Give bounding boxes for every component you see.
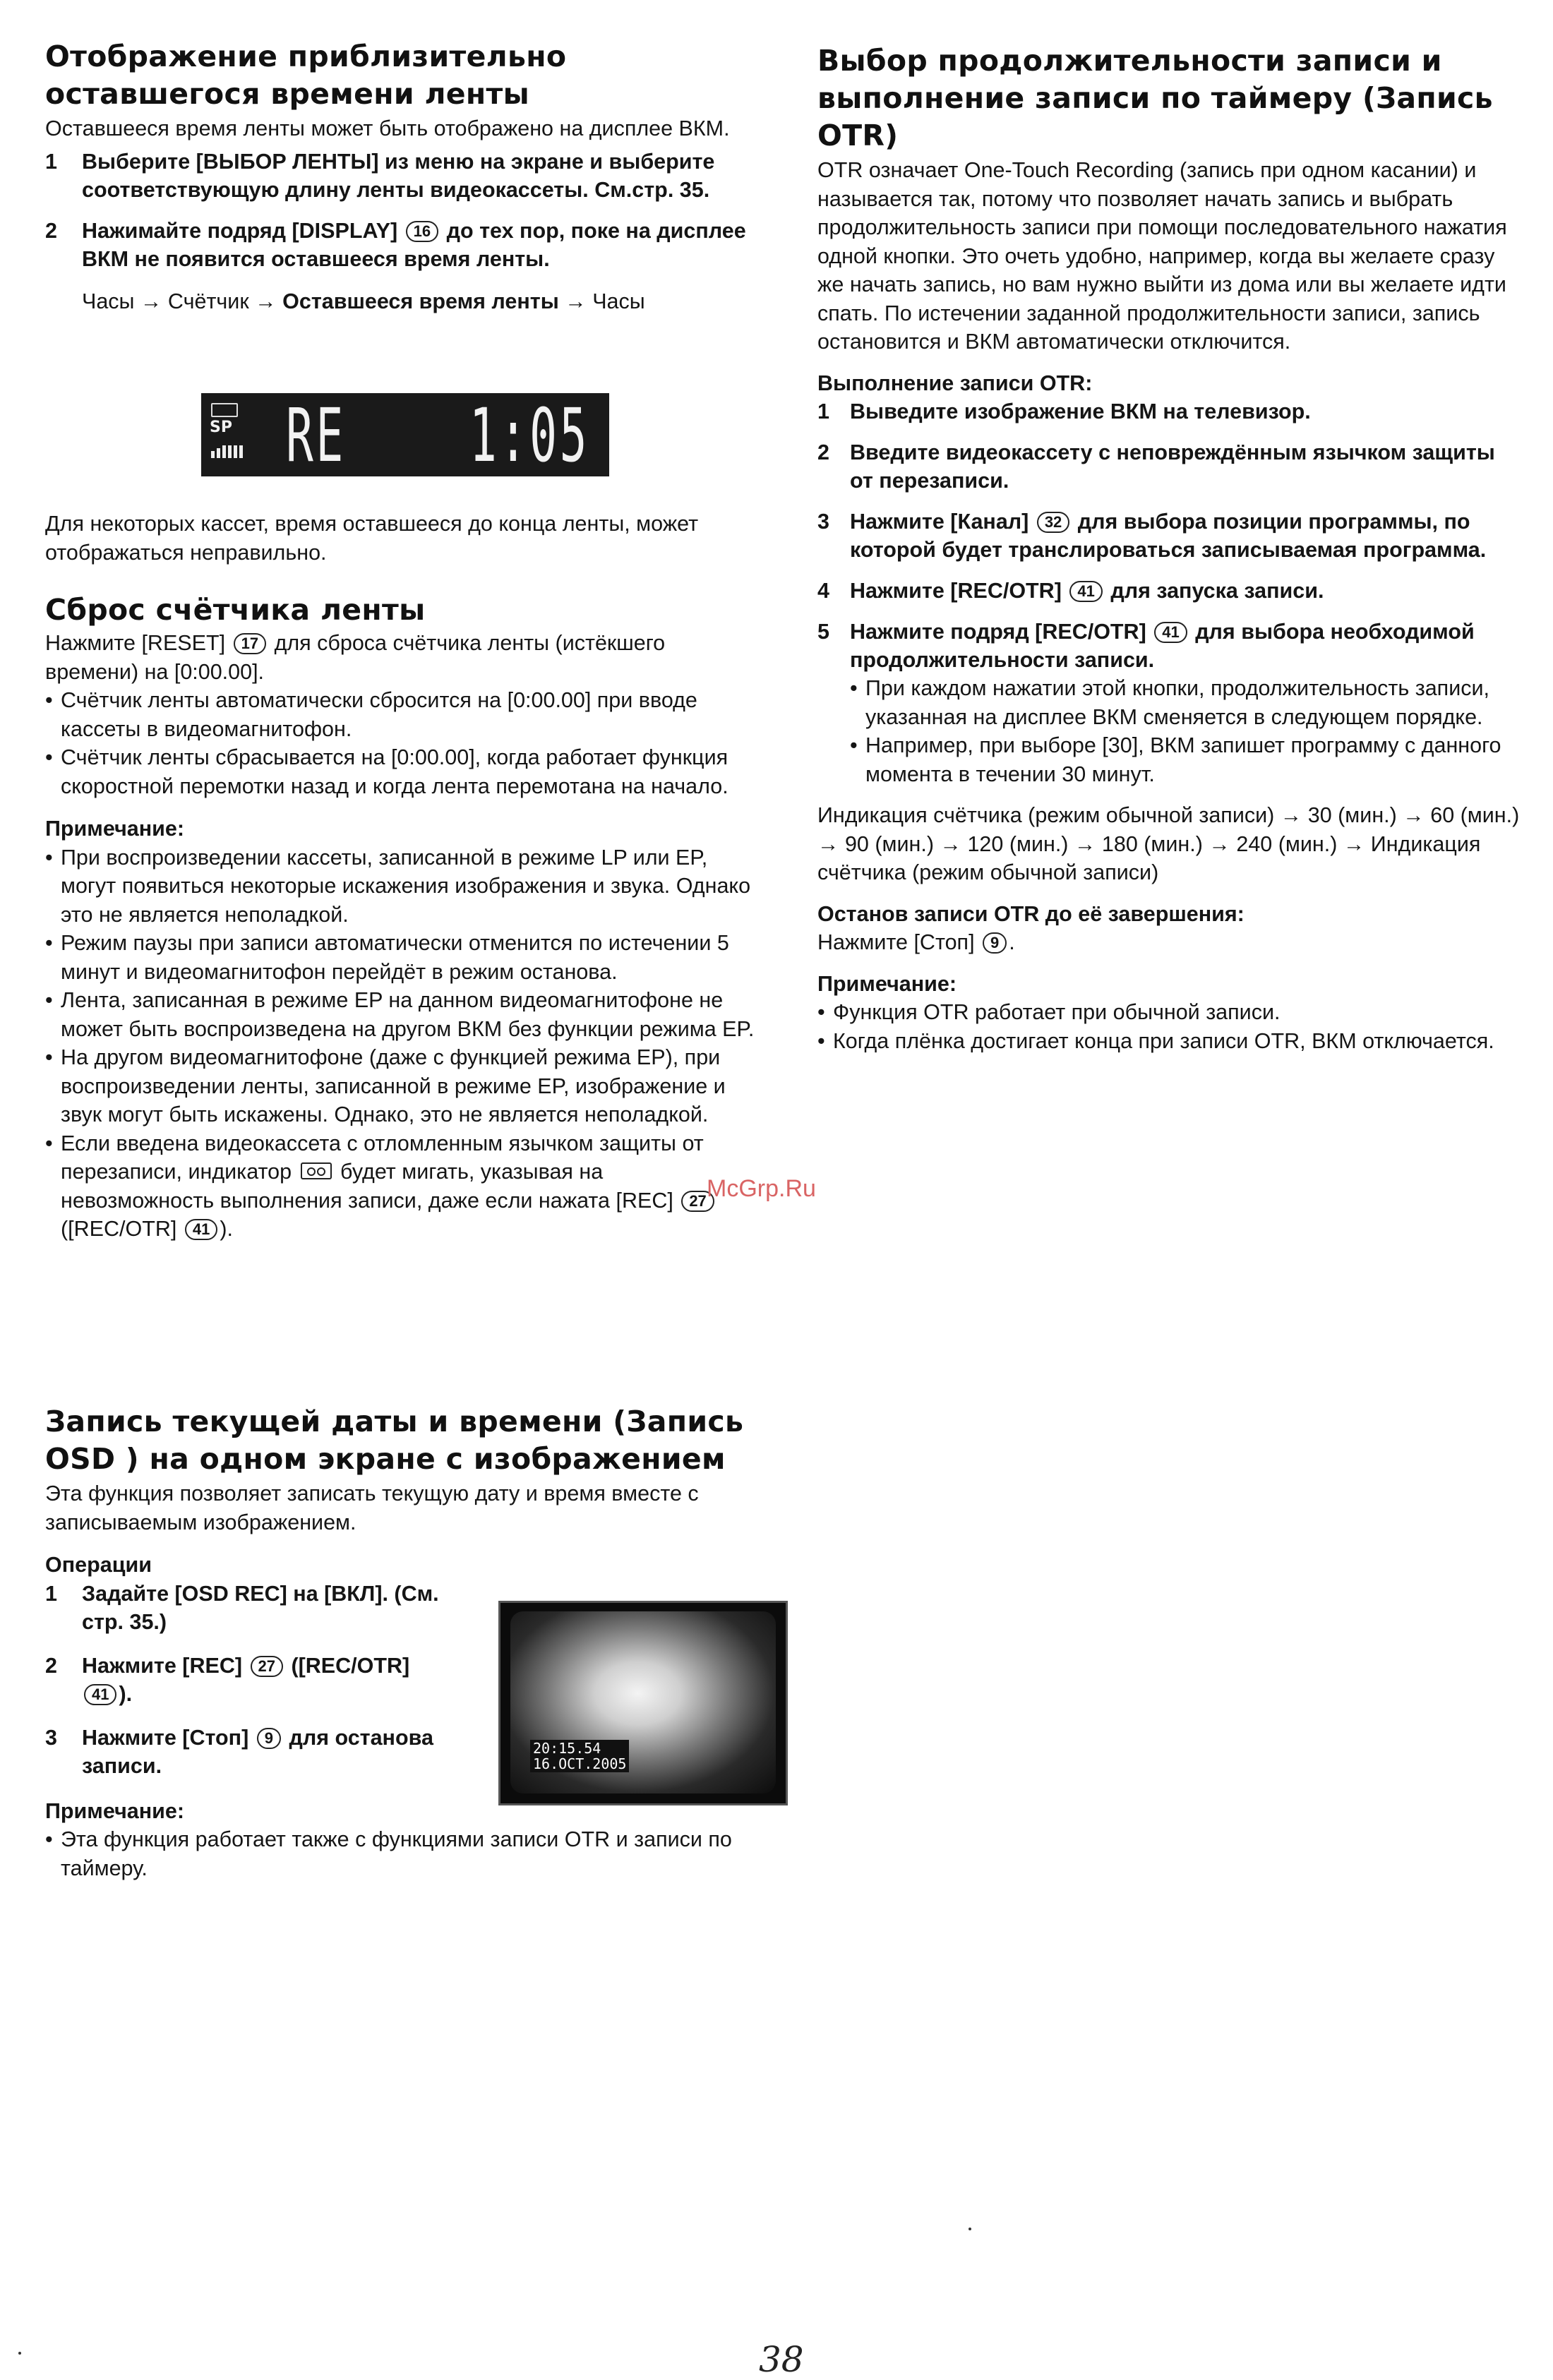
osd-record-title: Запись текущей даты и времени (Запись OSD ) на одном экране с изображением <box>45 1405 744 1476</box>
note-bullet: • При воспроизведении кассеты, записанной в режиме LP или EP, могут появиться некоторые искажения изображения и звука. Однако это не является неполадкой. <box>45 843 758 930</box>
page-number: 38 <box>759 2339 804 2380</box>
otr-step-3: 3 Нажмите [Канал] 32 для выбора позиции программы, по которой будет транслироваться записываемая программа. <box>817 510 1487 562</box>
rec-otr-key: 41 <box>185 1219 217 1240</box>
counter-reset-title: Сброс счётчика ленты <box>45 593 426 627</box>
note-bullet: • Эта функция работает также с функциями записи OTR и записи по таймеру. <box>45 1825 758 1882</box>
remaining-time-section <box>45 38 758 315</box>
osd-step-2: 2 Нажмите [REC] 27 ([REC/OTR] 41 ). <box>45 1653 410 1706</box>
rec-key: 27 <box>681 1191 714 1212</box>
display-mode-text: RE <box>286 392 347 479</box>
counter-reset-intro: Нажмите [RESET] 17 для сброса счётчика ленты (истёкшего времени) на [0:00.00]. <box>45 631 666 684</box>
tv-screen-image <box>498 1601 788 1805</box>
otr-title: Выбор продолжительности записи и выполнение записи по таймеру (Запись OTR) <box>817 44 1493 152</box>
note-bullet: • Режим паузы при записи автоматически отменится по истечении 5 минут и видеомагнитофон перейдёт в режим останова. <box>45 929 758 986</box>
rec-key: 27 <box>251 1656 283 1677</box>
remaining-time-title: Отображение приблизительно оставшегося времени ленты <box>45 40 567 111</box>
otr-section <box>817 42 1523 1055</box>
otr-bullet: • При каждом нажатии этой кнопки, продолжительность записи, указанная на дисплее ВКМ сменяется в следующем порядке. <box>850 674 1523 731</box>
osd-step-3: 3 Нажмите [Стоп] 9 для останова записи. <box>45 1725 433 1778</box>
otr-step-5: 5 Нажмите подряд [REC/OTR] 41 для выбора необходимой продолжительности записи. <box>817 620 1475 672</box>
note-bullet: • Функция OTR работает при обычной записи. <box>817 998 1523 1027</box>
otr-sequence: Индикация счётчика (режим обычной записи) → 30 (мин.) → 60 (мин.) → 90 (мин.) → 120 (мин.) → 180 (мин.) → 240 (мин.) → Индикация счётчика (режим обычной записи) <box>817 803 1520 884</box>
otr-stop-text: Нажмите [Стоп] 9 . <box>817 930 1015 954</box>
otr-step-5-details <box>817 674 1523 788</box>
note-bullet: • На другом видеомагнитофоне (даже с функцией режима EP), при воспроизведении ленты, записанной в режиме EP, изображение и звук могут быть искажены. Однако, это не является неполадкой. <box>45 1043 758 1129</box>
scan-speck <box>969 2228 971 2230</box>
remaining-time-step-1: 1 Выберите [ВЫБОР ЛЕНТЫ] из меню на экране и выберите соответствующую длину ленты видеокассеты. См.стр. 35. <box>45 149 715 202</box>
stop-key: 9 <box>983 932 1007 954</box>
osd-record-intro: Эта функция позволяет записать текущую дату и время вместе с записываемым изображением. <box>45 1482 699 1534</box>
remaining-time-note: Для некоторых кассет, время оставшееся до конца ленты, может отображаться неправильно. <box>45 512 699 565</box>
note-heading: Примечание: <box>45 817 185 841</box>
otr-step-2: 2 Введите видеокассету с неповреждённым язычком защиты от перезаписи. <box>817 440 1495 493</box>
otr-step-4: 4 Нажмите [REC/OTR] 41 для запуска записи. <box>817 579 1324 603</box>
cassette-icon <box>211 403 238 417</box>
rec-otr-key: 41 <box>1069 581 1102 602</box>
osd-step-1: 1 Задайте [OSD REC] на [ВКЛ]. (См. стр. 35.) <box>45 1581 439 1634</box>
note-bullet: • Лента, записанная в режиме EP на данном видеомагнитофоне не может быть воспроизведена на другом ВКМ без функции режима EP. <box>45 986 758 1043</box>
note-bullet: • Если введена видеокассета с отломленным язычком защиты от перезаписи, индикатор будет мигать, указывая на невозможность выполнения записи, даже если нажата [REC] 27([REC/OTR] 41 ). <box>45 1129 758 1244</box>
rec-otr-key: 41 <box>84 1684 116 1705</box>
watermark: McGrp.Ru <box>707 1175 816 1202</box>
otr-bullet: • Например, при выборе [30], ВКМ запишет программу с данного момента в течении 30 минут. <box>850 731 1523 788</box>
otr-stop-heading: Останов записи OTR до её завершения: <box>817 901 1245 926</box>
display-time-text: 1:05 <box>469 392 590 479</box>
level-bars-icon <box>211 445 243 458</box>
counter-bullet: • Счётчик ленты сбрасывается на [0:00.00], когда работает функция скоростной перемотки назад и когда лента перемотана на начало. <box>45 743 758 800</box>
flower-image <box>510 1611 776 1793</box>
note-heading: Примечание: <box>817 971 957 996</box>
vcr-display-panel <box>201 392 609 479</box>
rec-otr-key: 41 <box>1154 622 1187 643</box>
cassette-indicator-icon <box>301 1162 332 1179</box>
channel-key: 32 <box>1037 512 1069 533</box>
otr-exec-heading: Выполнение записи OTR: <box>817 371 1093 395</box>
display-sequence: Часы → Счётчик → Оставшееся время ленты → Часы <box>82 289 645 313</box>
counter-bullet: • Счётчик ленты автоматически сбросится на [0:00.00] при вводе кассеты в видеомагнитофон. <box>45 686 758 743</box>
operations-heading: Операции <box>45 1553 152 1577</box>
speed-indicator: SP <box>210 419 232 436</box>
scan-speck <box>18 2352 21 2355</box>
counter-reset-section <box>45 591 758 1244</box>
note-heading: Примечание: <box>45 1798 185 1823</box>
remaining-time-intro: Оставшееся время ленты может быть отображено на дисплее ВКМ. <box>45 116 730 140</box>
otr-intro: OTR означает One-Touch Recording (запись при одном касании) и называется так, потому что позволяет начать запись и выбрать продолжительность записи при помощи последовательного нажатия одной кнопки. Это очеть удобно, например, когда вы желаете сразу же начать запись, но вам нужно выйти из дома или вы желаете идти спать. По истечении заданной продолжительности записи, запись остановится и ВКМ автоматически отключится. <box>817 158 1507 354</box>
stop-key: 9 <box>257 1728 281 1749</box>
note-bullet: • Когда плёнка достигает конца при записи OTR, ВКМ отключается. <box>817 1027 1523 1056</box>
otr-step-1: 1 Выведите изображение ВКМ на телевизор. <box>817 399 1311 423</box>
reset-key: 17 <box>234 633 266 654</box>
remaining-time-step-2: 2 Нажимайте подряд [DISPLAY] 16 до тех пор, поке на дисплее ВКМ не появится оставшееся время ленты. <box>45 218 746 271</box>
display-key: 16 <box>406 221 438 242</box>
osd-timestamp: 20:15.54 16.OCT.2005 <box>530 1740 629 1772</box>
